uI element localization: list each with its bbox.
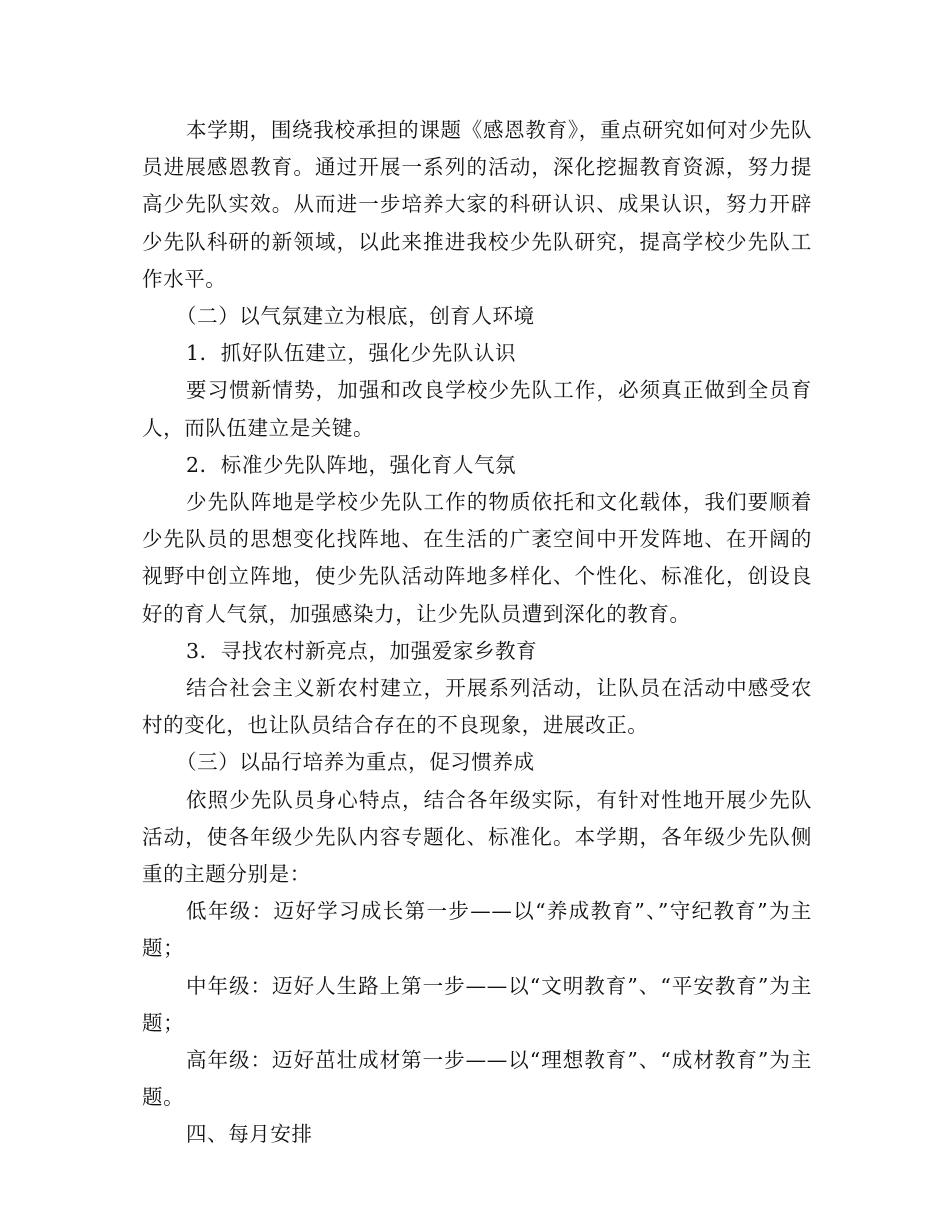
section-heading-monthly-plan: 四、每月安排 xyxy=(186,1122,313,1147)
paragraph-middle-grade: 中年级：迈好人生路上第一步——以“文明教育”、“平安教育”为主题； xyxy=(142,973,812,1035)
paragraph-research-topic: 本学期，围绕我校承担的课题《感恩教育》，重点研究如何对少先队员进展感恩教育。通过开展一系列的活动，深化挖掘教育资源，努力提高少先队实效。从而进一步培养大家的科研认识、成果认识，努力开辟少先队科研的新领域，以此来推进我校少先队研究，提高学校少先队工作水平。 xyxy=(142,118,812,291)
paragraph-rural: 结合社会主义新农村建立，开展系列活动，让队员在活动中感受农村的变化，也让队员结合存在的不良现象，进展改正。 xyxy=(142,676,812,738)
document-body xyxy=(142,112,812,1154)
section-heading-character: （三）以品行培养为重点，促习惯养成 xyxy=(176,750,535,775)
paragraph-upper-grade: 高年级：迈好茁壮成材第一步——以“理想教育”、“成材教育”为主题。 xyxy=(142,1048,812,1110)
section-heading-atmosphere: （二）以气氛建立为根底，创育人环境 xyxy=(176,304,535,329)
item-heading-positions: 2．标准少先队阵地，强化育人气氛 xyxy=(186,452,517,477)
paragraph-lower-grade: 低年级：迈好学习成长第一步——以“养成教育”、”守纪教育”为主题； xyxy=(142,899,812,961)
paragraph-positions: 少先队阵地是学校少先队工作的物质依托和文化载体，我们要顺着少先队员的思想变化找阵地、在生活的广袤空间中开发阵地、在开阔的视野中创立阵地，使少先队活动阵地多样化、个性化、标准化，创设良好的育人气氛，加强感染力，让少先队员遭到深化的教育。 xyxy=(142,490,812,626)
paragraph-grade-themes: 依照少先队员身心特点，结合各年级实际，有针对性地开展少先队活动，使各年级少先队内容专题化、标准化。本学期，各年级少先队侧重的主题分别是： xyxy=(142,787,812,887)
paragraph-team-building: 要习惯新情势，加强和改良学校少先队工作，必须真正做到全员育人，而队伍建立是关键。 xyxy=(142,378,812,440)
item-heading-team-building: 1．抓好队伍建立，强化少先队认识 xyxy=(186,341,517,366)
item-heading-rural: 3．寻找农村新亮点，加强爱家乡教育 xyxy=(186,638,538,663)
